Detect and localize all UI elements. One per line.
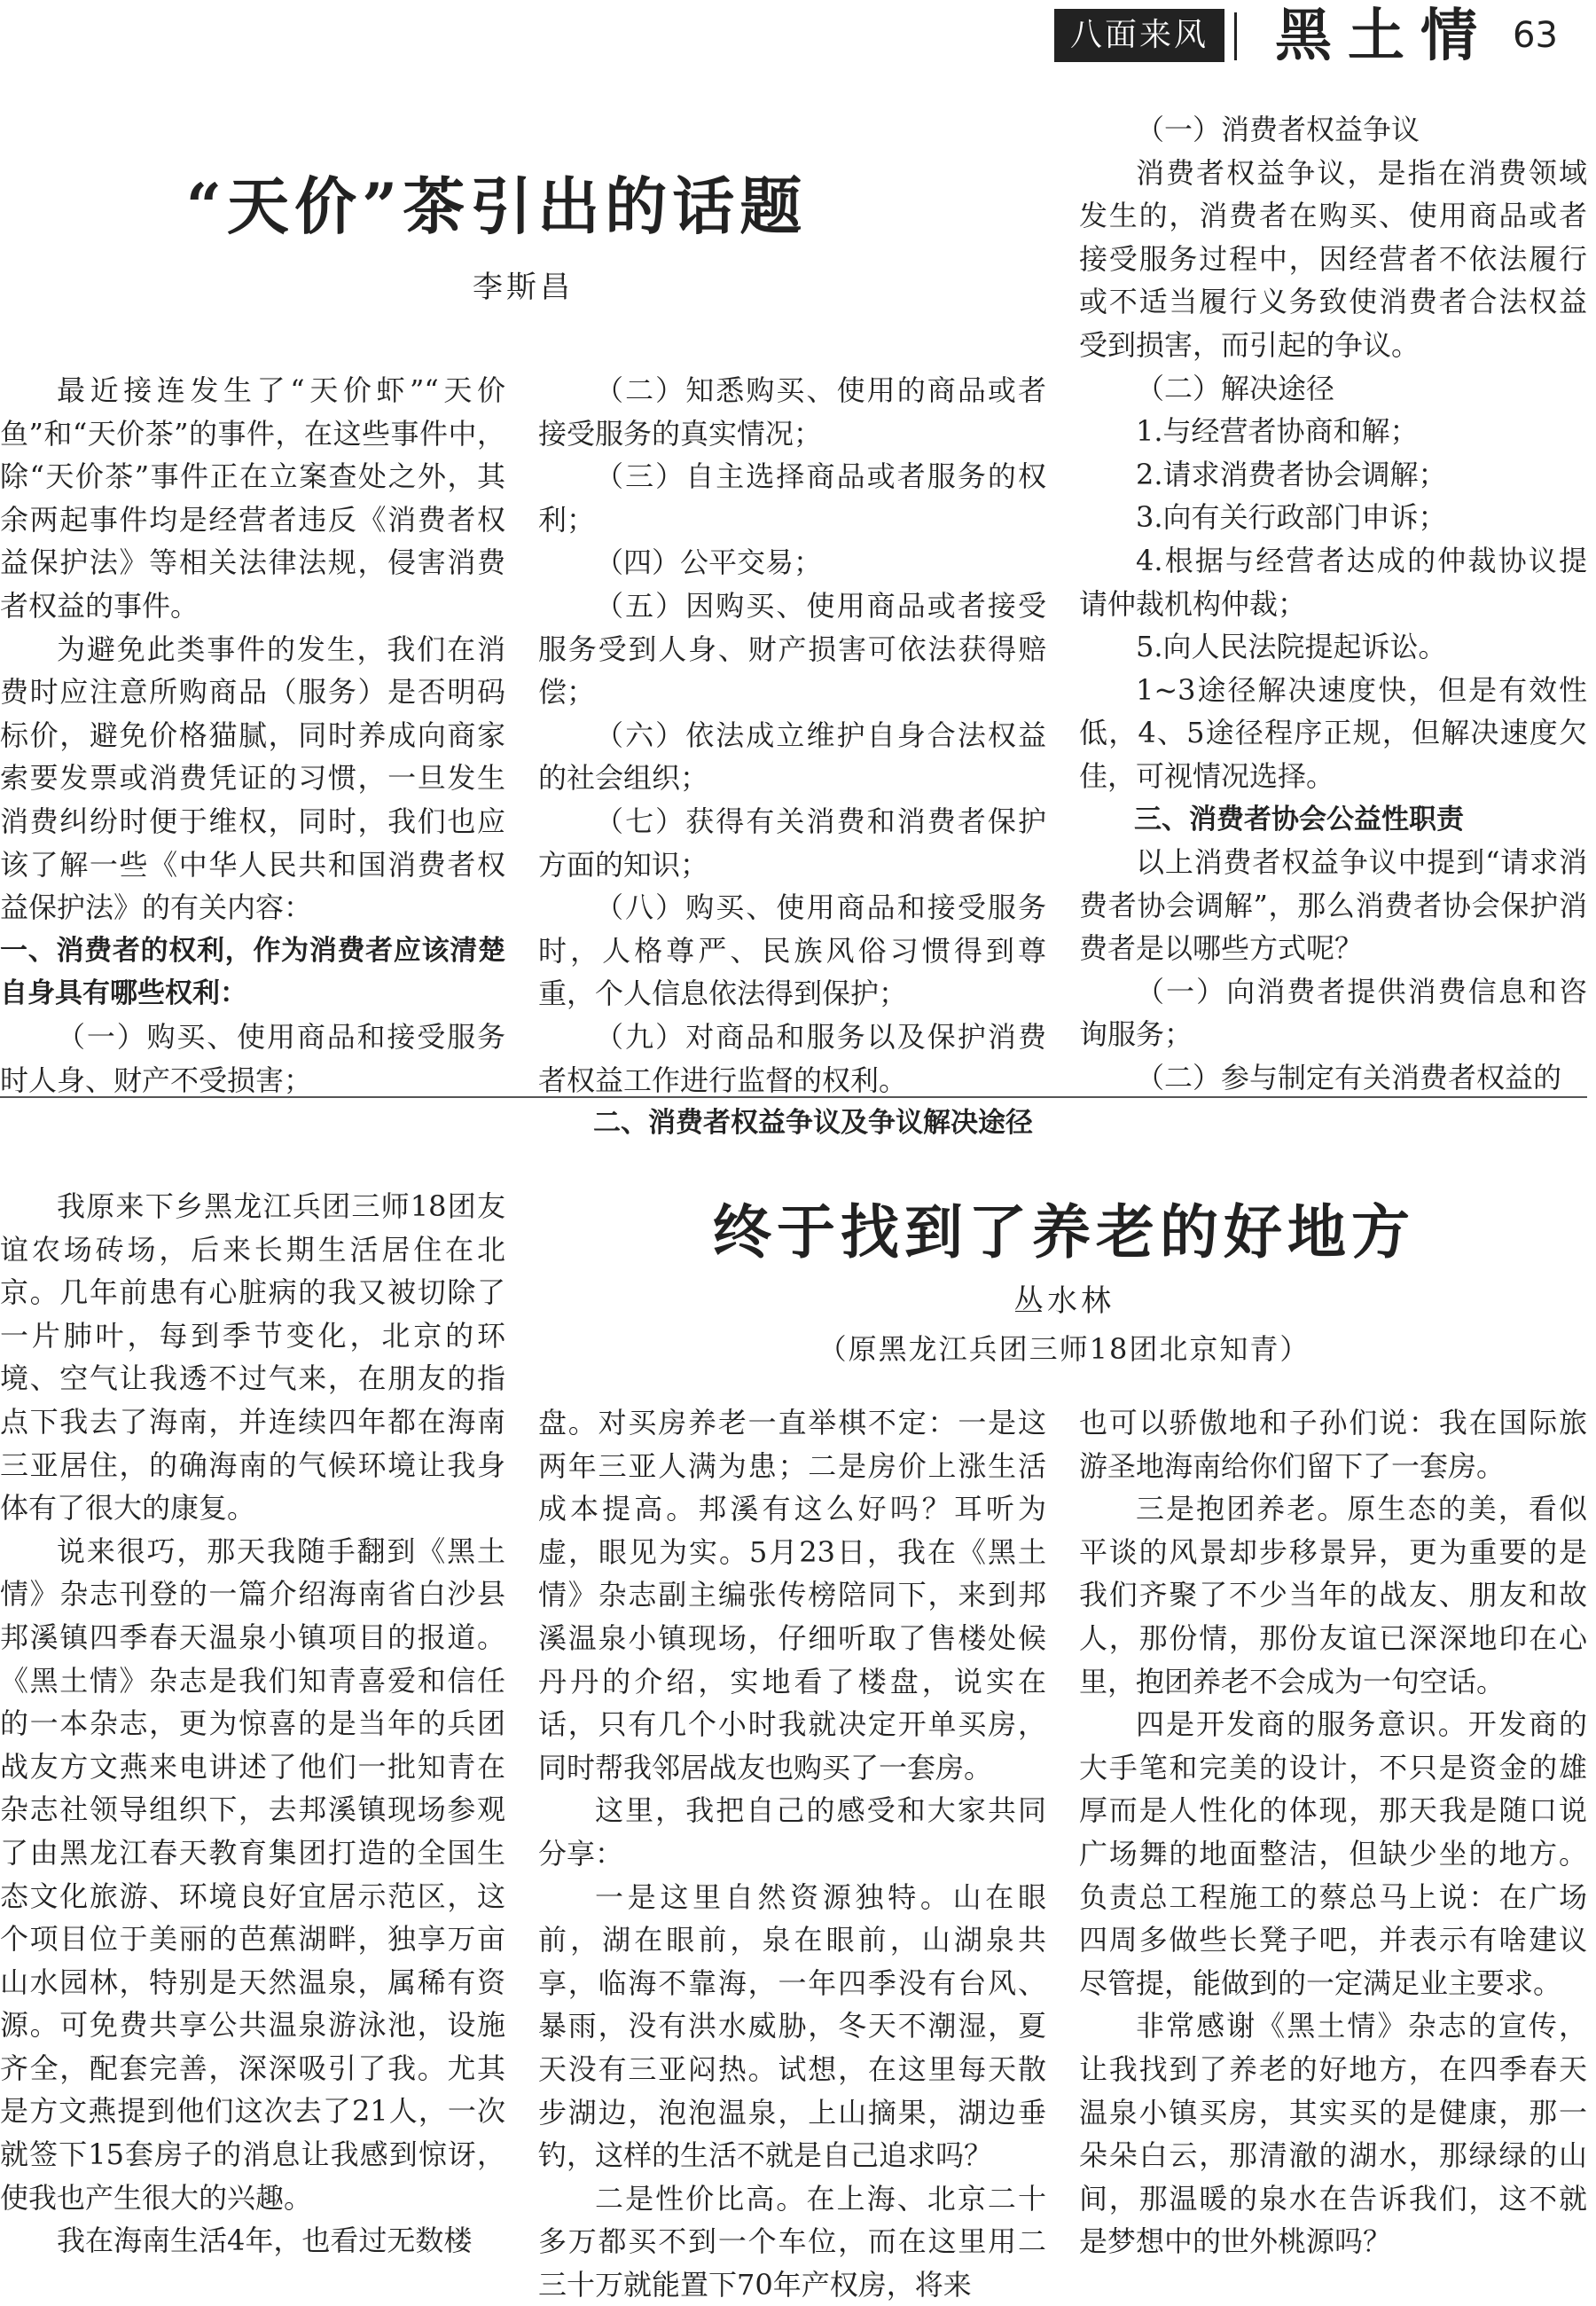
paragraph: 盘。对买房养老一直举棋不定：一是这两年三亚人满为患；二是房价上涨生活成本提高。邦溪有这么好吗？耳听为虚，眼见为实。5月23日，我在《黑土情》杂志副主编张传榜陪同下，来到邦溪温泉小镇现场，仔细听取了售楼处候丹丹的介绍，实地看了楼盘，说实在话，只有几个小时我就决定开单买房，同时帮我邻居战友也购买了一套房。: [538, 1406, 1046, 1784]
article2-author-note: （原黑龙江兵团三师18团北京知青）: [818, 1332, 1310, 1366]
paragraph: （二）参与制定有关消费者权益的: [1136, 1061, 1562, 1095]
section-divider: [0, 1096, 1587, 1098]
paragraph: （三）自主选择商品或者服务的权利；: [538, 459, 1046, 537]
paragraph: （九）对商品和服务以及保护消费者权益工作进行监督的权利。: [538, 1019, 1046, 1097]
paragraph: （二）知悉购买、使用的商品或者接受服务的真实情况；: [538, 373, 1046, 451]
paragraph: （二）解决途径: [1136, 371, 1335, 405]
paragraph: （一）消费者权益争议: [1136, 113, 1420, 146]
paragraph: 1~3途径解决速度快，但是有效性低，4、5途径程序正规，但解决速度欠佳，可视情况选择。: [1079, 672, 1587, 793]
paragraph: 5.向人民法院提起诉讼。: [1136, 630, 1447, 664]
paragraph: 二、消费者权益争议及争议解决途径: [593, 1107, 1033, 1140]
paragraph: （六）依法成立维护自身合法权益的社会组织；: [538, 718, 1046, 796]
paragraph: 1.与经营者协商和解；: [1136, 414, 1419, 449]
paragraph: 最近接连发生了“天价虾”“天价鱼”和“天价茶”的事件，在这些事件中，除“天价茶”事件正在立案查处之外，其余两起事件均是经营者违反《消费者权益保护法》等相关法律法规，侵害消费者权益的事件。: [0, 373, 505, 623]
paragraph: （一）向消费者提供消费信息和咨询服务；: [1079, 974, 1587, 1052]
paragraph: 3.向有关行政部门申诉；: [1136, 500, 1447, 535]
paragraph: 一、消费者的权利，作为消费者应该清楚自身具有哪些权利：: [0, 934, 505, 1010]
paragraph: 三是抱团养老。原生态的美，看似平谈的风景却步移景异，更为重要的是我们齐聚了不少当年的战友、朋友和故人，那份情，那份友谊已深深地印在心里，抱团养老不会成为一句空话。: [1079, 1492, 1587, 1698]
paragraph: 我原来下乡黑龙江兵团三师18团友谊农场砖场，后来长期生活居住在北京。几年前患有心脏病的我又被切除了一片肺叶，每到季节变化，北京的环境、空气让我透不过气来，在朋友的指点下我去了海南，并连续四年都在海南三亚居住，的确海南的气候环境让我身体有了很大的康复。: [0, 1189, 505, 1526]
article1-author: 李斯昌: [473, 270, 574, 305]
article1-column-1: [0, 369, 505, 1102]
paragraph: 四是开发商的服务意识。开发商的大手笔和完美的设计，不只是资金的雄厚而是人性化的体现，那天我是随口说广场舞的地面整洁，但缺少坐的地方。负责总工程施工的蔡总马上说：在广场四周多做些长凳子吧，并表示有啥建议尽管提，能做到的一定满足业主要求。: [1079, 1707, 1587, 2000]
paragraph: （四）公平交易；: [595, 545, 823, 580]
article1-column-2: [538, 369, 1046, 1145]
paragraph: （八）购买、使用商品和接受服务时，人格尊严、民族风俗习惯得到尊重，个人信息依法得到保护；: [538, 890, 1046, 1011]
article1-column-3: [1079, 108, 1587, 1100]
paragraph: （五）因购买、使用商品或者接受服务受到人身、财产损害可依法获得赔偿；: [538, 588, 1046, 710]
paragraph: 2.请求消费者协会调解；: [1136, 457, 1447, 491]
magazine-logo: 黑土情: [1275, 3, 1493, 69]
article2-column-1: [0, 1185, 505, 2263]
paragraph: 消费者权益争议，是指在消费领域发生的，消费者在购买、使用商品或者接受服务过程中，因经营者不依法履行或不适当履行义务致使消费者合法权益受到损害，而引起的争议。: [1079, 155, 1587, 362]
header-separator: [1234, 12, 1237, 60]
article2-author: 丛水林: [1013, 1283, 1115, 1319]
paragraph: 非常感谢《黑土情》杂志的宣传，让我找到了养老的好地方，在四季春天温泉小镇买房，其实买的是健康，那一朵朵白云，那清澈的湖水，那绿绿的山间，那温暖的泉水在告诉我们，这不就是梦想中的世外桃源吗？: [1079, 2009, 1587, 2259]
article2-column-3: [1079, 1401, 1587, 2263]
article2-column-2: [538, 1401, 1046, 2306]
paragraph: 一是这里自然资源独特。山在眼前，湖在眼前，泉在眼前，山湖泉共享，临海不靠海，一年四季没有台风、暴雨，没有洪水威胁，冬天不潮湿，夏天没有三亚闷热。试想，在这里每天散步湖边，泡泡温泉，上山摘果，湖边垂钓，这样的生活不就是自己追求吗？: [538, 1879, 1046, 2173]
paragraph: 这里，我把自己的感受和大家共同分享：: [538, 1793, 1046, 1871]
paragraph: 我在海南生活4年，也看过无数楼: [57, 2224, 473, 2258]
paragraph: 二是性价比高。在上海、北京二十多万都买不到一个车位，而在这里用二三十万就能置下70年产权房，将来: [538, 2181, 1046, 2302]
paragraph: 三、消费者协会公益性职责: [1134, 803, 1464, 835]
paragraph: （七）获得有关消费和消费者保护方面的知识；: [538, 804, 1046, 882]
paragraph: 说来很巧，那天我随手翻到《黑土情》杂志刊登的一篇介绍海南省白沙县邦溪镇四季春天温泉小镇项目的报道。《黑土情》杂志是我们知青喜爱和信任的一本杂志，更为惊喜的是当年的兵团战友方文燕来电讲述了他们一批知青在杂志社领导组织下，去邦溪镇现场参观了由黑龙江春天教育集团打造的全国生态文化旅游、环境良好宜居示范区，这个项目位于美丽的芭蕉湖畔，独享万亩山水园林，特别是天然温泉，属稀有资源。可免费共享公共温泉游泳池，设施齐全，配套完善，深深吸引了我。尤其是方文燕提到他们这次去了21人，一次就签下15套房子的消息让我感到惊讶，使我也产生很大的兴趣。: [0, 1533, 505, 2215]
paragraph: 以上消费者权益争议中提到“请求消费者协会调解”，那么消费者协会保护消费者是以哪些方式呢？: [1079, 845, 1587, 966]
paragraph: 也可以骄傲地和子孙们说：我在国际旅游圣地海南给你们留下了一套房。: [1079, 1406, 1587, 1483]
page-number: 63: [1513, 15, 1558, 56]
paragraph: 为避免此类事件的发生，我们在消费时应注意所购商品（服务）是否明码标价，避免价格猫腻，同时养成向商家索要发票或消费凭证的习惯，一旦发生消费纠纷时便于维权，同时，我们也应该了解一些《中华人民共和国消费者权益保护法》的有关内容：: [0, 631, 505, 925]
article2-title: 终于找到了养老的好地方: [713, 1197, 1415, 1267]
paragraph: 4.根据与经营者达成的仲裁协议提请仲裁机构仲裁；: [1079, 543, 1587, 621]
section-tag: 八面来风: [1054, 9, 1224, 62]
article1-title: “天价”茶引出的话题: [185, 169, 808, 243]
paragraph: （一）购买、使用商品和接受服务时人身、财产不受损害；: [0, 1019, 505, 1097]
